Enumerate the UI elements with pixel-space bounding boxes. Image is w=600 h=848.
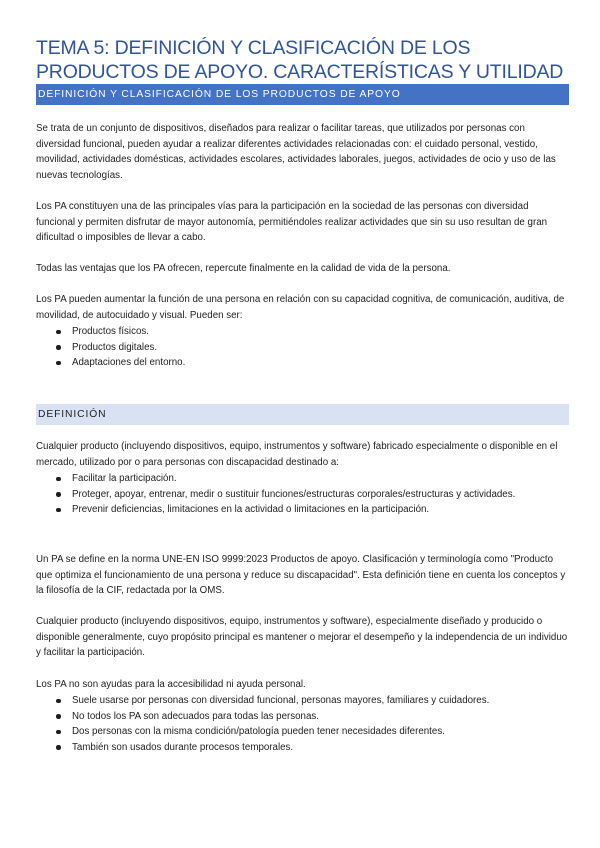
definicion-paragraph-1: Cualquier producto (incluyendo dispositivos, equipo, instrumentos y software) fabricado especialmente o disponible en el mercado, utilizado por o para personas con discapacidad destinado a:: [36, 441, 558, 468]
list-item: También son usados durante procesos temporales.: [36, 740, 569, 756]
intro-paragraph-2: Los PA constituyen una de las principales vías para la participación en la sociedad de las personas con diversidad funcional y permiten disfrutar de mayor autonomía, permitiéndoles realizar actividades que sin su uso resultan de gran dificultad o imposibles de llevar a cabo.: [36, 201, 548, 243]
list-item: Productos digitales.: [36, 340, 569, 356]
list-item: Facilitar la participación.: [36, 471, 569, 487]
list-item: Suele usarse por personas con diversidad funcional, personas mayores, familiares y cuidadores.: [36, 693, 569, 709]
intro-paragraph-3: Todas las ventajas que los PA ofrecen, repercute finalmente en la calidad de vida de la persona.: [36, 263, 451, 274]
section-banner-definicion-clasificacion: DEFINICIÓN Y CLASIFICACIÓN DE LOS PRODUCTOS DE APOYO: [36, 84, 569, 105]
document-title: TEMA 5: DEFINICIÓN Y CLASIFICACIÓN DE LOS PRODUCTOS DE APOYO. CARACTERÍSTICAS Y UTILIDAD: [36, 37, 564, 83]
list-item: No todos los PA son adecuados para todas las personas.: [36, 709, 569, 725]
list-item: Adaptaciones del entorno.: [36, 355, 569, 371]
list-item: Dos personas con la misma condición/patología pueden tener necesidades diferentes.: [36, 724, 569, 740]
document-page: [36, 0, 569, 753]
definicion-list-2: [36, 693, 569, 755]
section-heading-definicion: DEFINICIÓN: [36, 404, 569, 425]
intro-paragraph-1: Se trata de un conjunto de dispositivos, diseñados para realizar o facilitar tareas, que utilizados por personas con diversidad funcional, pueden ayudar a realizar diferentes actividades relacionadas con: el cuidado personal, vestido, movilidad, actividades domésticas, actividades escolares, actividades laborales, juegos, actividades de ocio y uso de las nuevas tecnologías.: [36, 123, 556, 181]
list-item: Proteger, apoyar, entrenar, medir o sustituir funciones/estructuras corporales/estructuras y actividades.: [36, 487, 569, 503]
intro-list: [36, 324, 569, 371]
definicion-paragraph-2: Un PA se define en la norma UNE-EN ISO 9999:2023 Productos de apoyo. Clasificación y terminología como "Producto que optimiza el funcionamiento de una persona y reduce su discapacidad". Esta definición tiene en cuenta los conceptos y la filosofía de la CIF, redactada por la OMS.: [36, 554, 566, 596]
definicion-paragraph-4: Los PA no son ayudas para la accesibilidad ni ayuda personal.: [36, 679, 306, 690]
list-item: Productos físicos.: [36, 324, 569, 340]
list-item: Prevenir deficiencias, limitaciones en la actividad o limitaciones en la participación.: [36, 502, 569, 518]
definicion-list-1: [36, 471, 569, 518]
intro-paragraph-4: Los PA pueden aumentar la función de una persona en relación con su capacidad cognitiva, de comunicación, auditiva, de movilidad, de autocuidado y visual. Pueden ser:: [36, 294, 565, 321]
definicion-paragraph-3: Cualquier producto (incluyendo dispositivos, equipo, instrumentos y software), especialmente diseñado y producido o disponible generalmente, cuyo propósito principal es mantener o mejorar el desempeño y la independencia de un individuo y facilitar la participación.: [36, 616, 568, 658]
